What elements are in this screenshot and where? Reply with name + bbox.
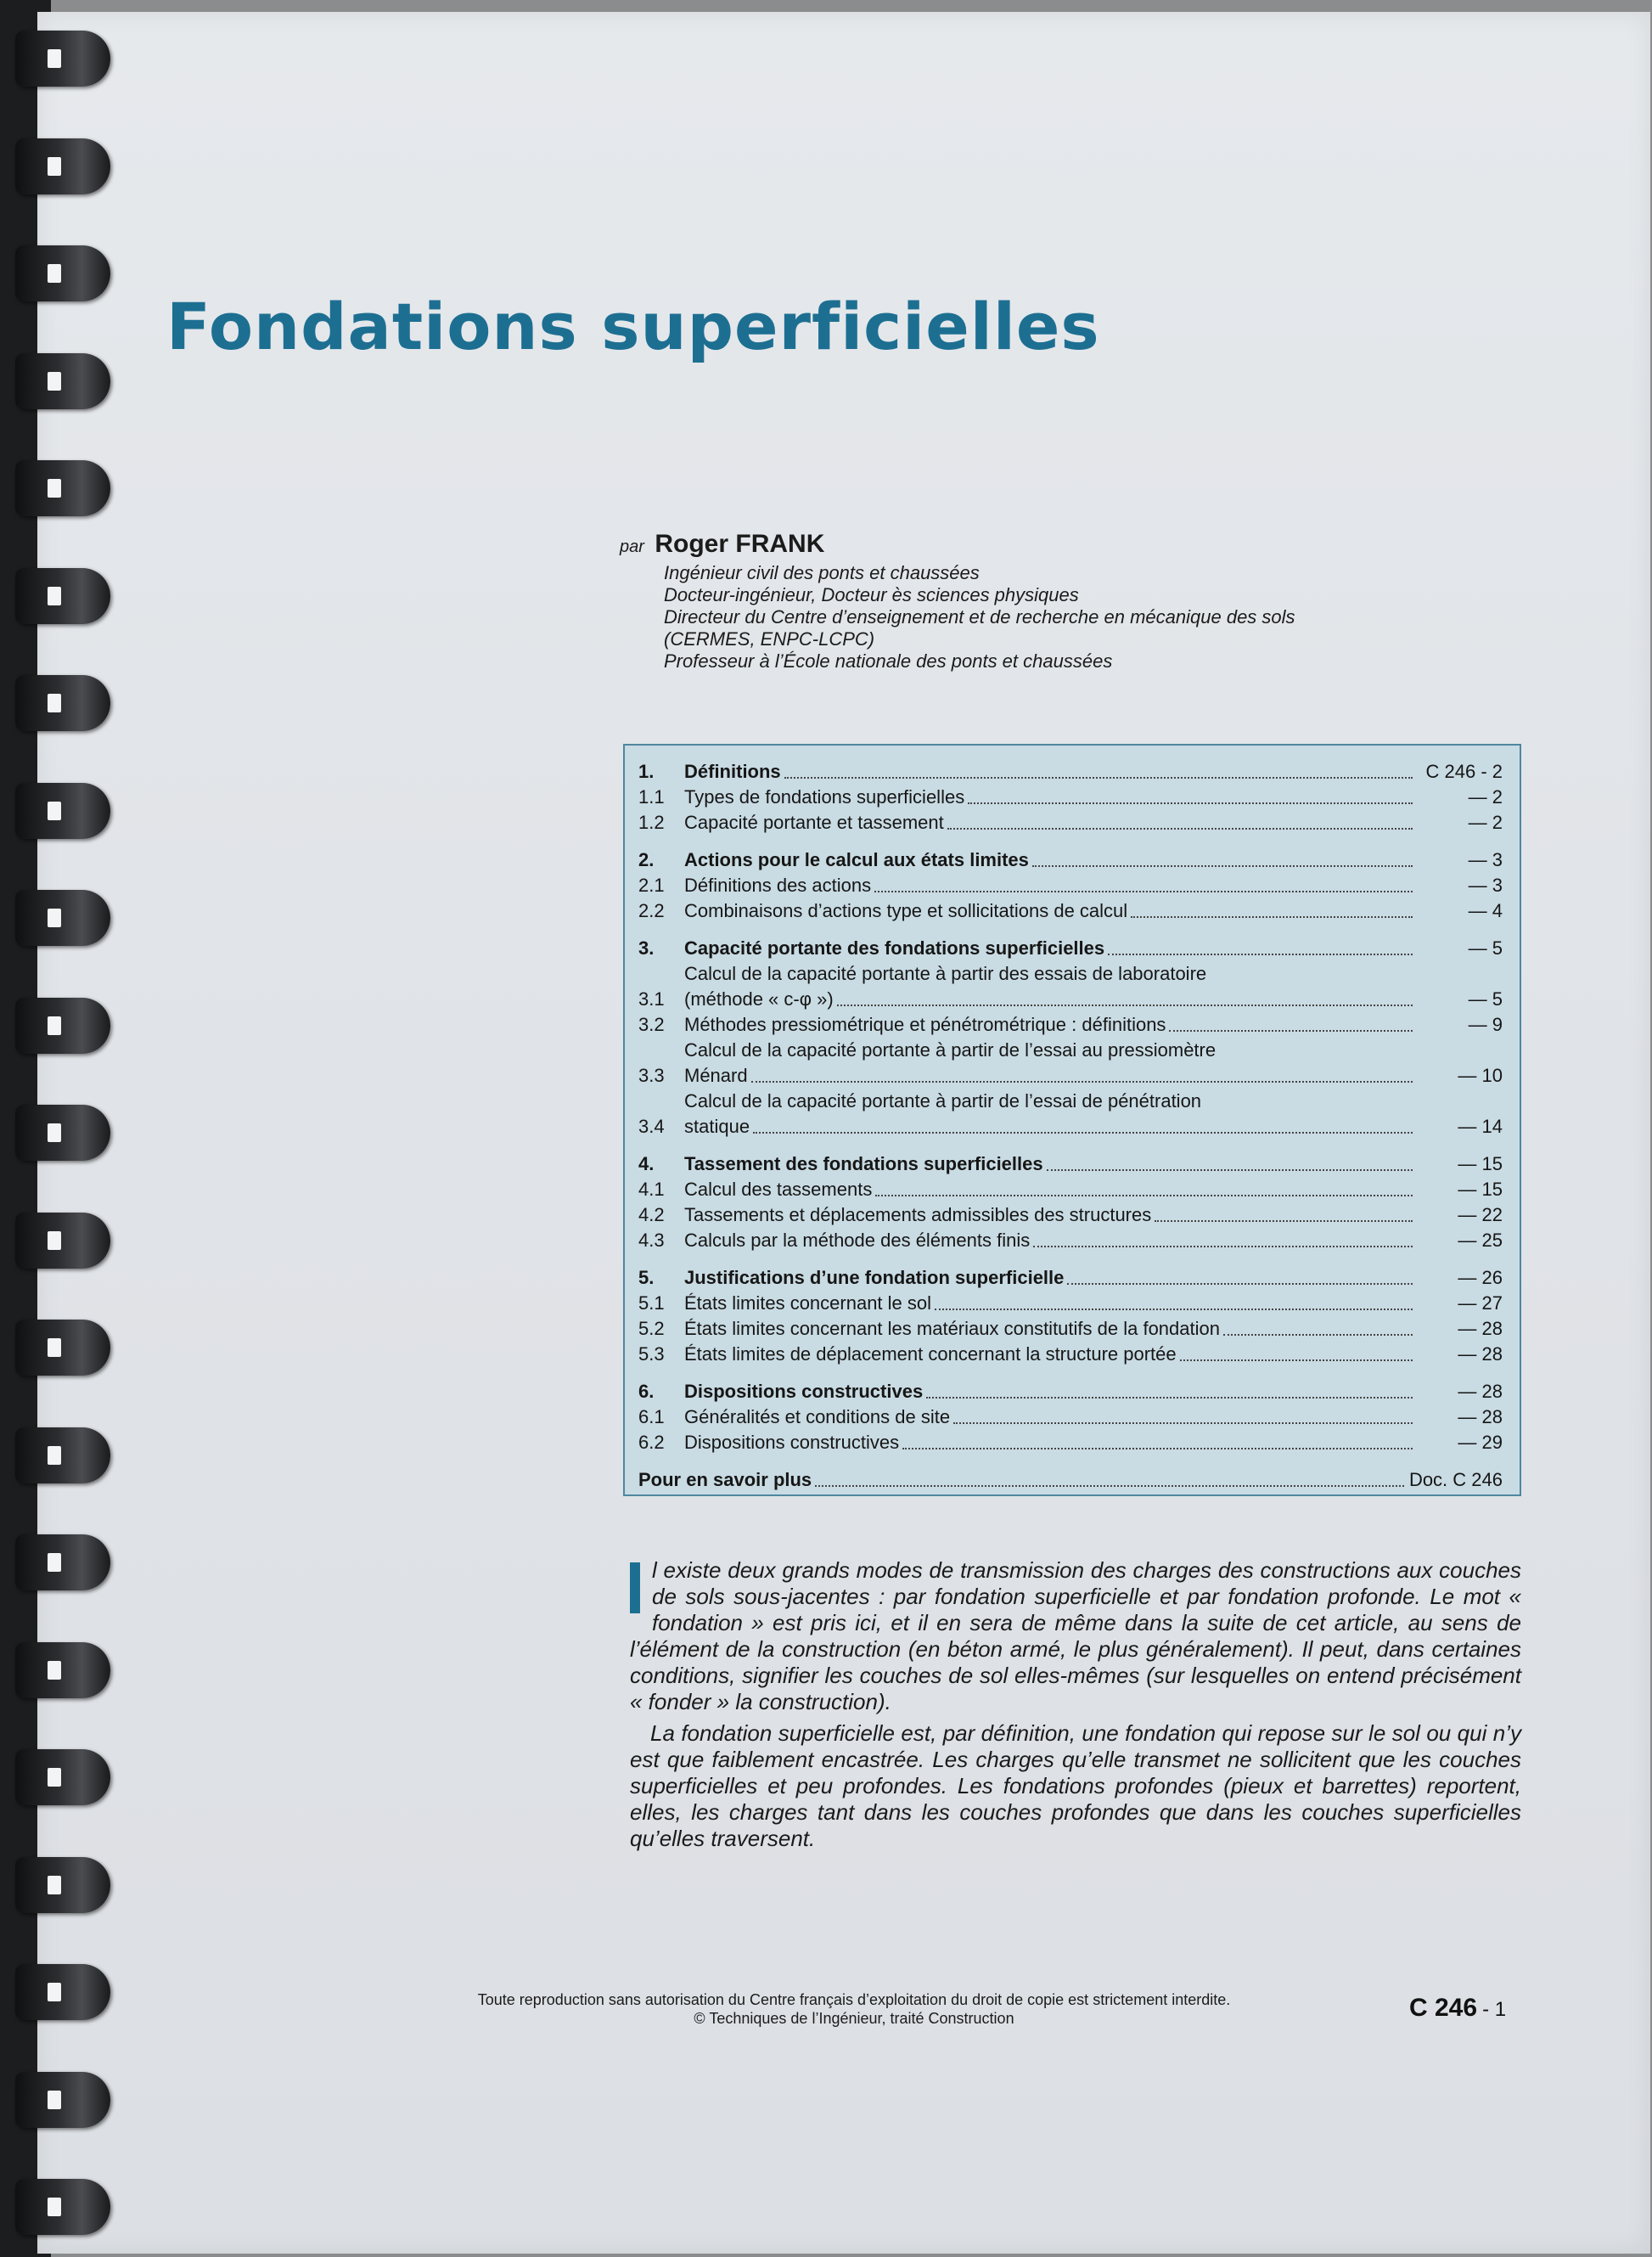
binding-ring (15, 890, 110, 946)
toc-number: 5. (638, 1267, 655, 1288)
toc-heading-row[interactable] (638, 936, 1503, 961)
toc-number: 6.2 (638, 1432, 665, 1453)
toc-number: 6.1 (638, 1406, 665, 1427)
binding-ring (15, 1105, 110, 1161)
toc-entry-row[interactable] (638, 1404, 1503, 1430)
toc-final-label: Pour en savoir plus (638, 1469, 812, 1490)
toc-heading-row[interactable] (638, 1265, 1503, 1291)
toc-label: Calculs par la méthode des éléments finis (684, 1230, 1031, 1251)
binding-ring (15, 1857, 110, 1913)
toc-label: Dispositions constructives (684, 1381, 924, 1402)
toc-number: 2.1 (638, 875, 665, 896)
toc-number: 4.1 (638, 1179, 665, 1200)
toc-section (638, 1151, 1503, 1253)
toc-leader-dots (1155, 1220, 1413, 1222)
toc-further-reading[interactable] (638, 1467, 1503, 1493)
toc-section (638, 847, 1503, 924)
intro-paragraph-1 (630, 1557, 1521, 1715)
toc-number: 4. (638, 1153, 655, 1174)
author-block (620, 530, 1554, 673)
footer-line-2: © Techniques de l’Ingénieur, traité Construction (694, 2010, 1014, 2027)
toc-page-ref: C 246 - 2 (1425, 761, 1503, 782)
toc-leader-dots (1047, 1169, 1413, 1171)
table-of-contents (623, 744, 1521, 1496)
binding-ring (15, 1320, 110, 1376)
toc-entry-row[interactable] (638, 1228, 1503, 1253)
binding-hole (48, 1661, 61, 1680)
toc-label: Actions pour le calcul aux états limites (684, 849, 1029, 870)
toc-heading-row[interactable] (638, 759, 1503, 785)
toc-entry-row[interactable] (638, 1342, 1503, 1367)
toc-label: Types de fondations superficielles (684, 786, 965, 808)
footer-line-1: Toute reproduction sans autorisation du Centre français d’exploitation du droit de copie est strictement interdite. (477, 1991, 1231, 2008)
binding-hole (48, 1446, 61, 1465)
toc-page-ref: — 3 (1468, 849, 1503, 870)
toc-label: Tassements et déplacements admissibles des structures (684, 1204, 1152, 1225)
binding-hole (48, 479, 61, 498)
binding-ring (15, 138, 110, 194)
binding-ring (15, 783, 110, 839)
toc-entry-row[interactable] (638, 961, 1503, 1012)
toc-number: 2. (638, 849, 655, 870)
toc-page-ref: — 15 (1458, 1179, 1503, 1200)
toc-leader-dots (953, 1422, 1413, 1424)
toc-leader-dots (1108, 954, 1413, 955)
toc-number: 2.2 (638, 900, 665, 921)
toc-label: Capacité portante des fondations superficielles (684, 937, 1105, 959)
toc-leader-dots (1169, 1030, 1413, 1032)
toc-page-ref: — 28 (1458, 1381, 1503, 1402)
toc-page-ref: — 15 (1458, 1153, 1503, 1174)
toc-label: Méthodes pressiométrique et pénétrométrique : définitions (684, 1014, 1166, 1035)
toc-entry-row[interactable] (638, 873, 1503, 898)
binding-ring (15, 998, 110, 1054)
toc-heading-row[interactable] (638, 847, 1503, 873)
toc-label: Tassement des fondations superficielles (684, 1153, 1043, 1174)
author-by: par (620, 538, 644, 556)
toc-label: Capacité portante et tassement (684, 812, 944, 833)
toc-final-page: Doc. C 246 (1408, 1469, 1503, 1490)
binding-hole (48, 157, 61, 176)
toc-page-ref: — 5 (1468, 937, 1503, 959)
toc-leader-dots (1180, 1359, 1413, 1361)
binding-ring (15, 1642, 110, 1698)
toc-leader-dots (837, 1005, 1413, 1006)
toc-label: États limites concernant les matériaux constitutifs de la fondation (684, 1318, 1220, 1339)
toc-page-ref: — 5 (1468, 988, 1503, 1010)
toc-number: 6. (638, 1381, 655, 1402)
toc-number: 3.2 (638, 1014, 665, 1035)
toc-page-ref: — 28 (1458, 1406, 1503, 1427)
page-sub: - 1 (1482, 1998, 1507, 2021)
toc-leader-dots (947, 828, 1413, 830)
toc-page-ref: — 26 (1458, 1267, 1503, 1288)
toc-entry-row[interactable] (638, 785, 1503, 810)
toc-number: 1.2 (638, 812, 665, 833)
toc-leader-dots (1032, 865, 1413, 867)
binding-hole (48, 802, 61, 820)
toc-section (638, 1265, 1503, 1367)
toc-label-continuation: statique (684, 1116, 750, 1137)
toc-leader-dots (753, 1132, 1413, 1134)
binding-hole (48, 909, 61, 927)
toc-leader-dots (1223, 1334, 1413, 1336)
page-code: C 246 (1409, 1994, 1478, 2022)
toc-label: Calcul de la capacité portante à partir de l’essai au pressiomètre (684, 1039, 1217, 1061)
binding-hole (48, 1983, 61, 2001)
document-title: Fondations superficielles (166, 289, 1100, 364)
toc-leader-dots (874, 891, 1413, 892)
binding-hole (48, 2091, 61, 2109)
toc-groups (638, 759, 1503, 1455)
binding-ring (15, 2179, 110, 2235)
author-credential-line: (CERMES, ENPC-LCPC) (664, 628, 875, 650)
toc-label: Calcul des tassements (684, 1179, 873, 1200)
toc-label: Justifications d’une fondation superficielle (684, 1267, 1065, 1288)
toc-number: 3.3 (638, 1065, 665, 1086)
introduction (630, 1557, 1521, 1857)
toc-page-ref: — 14 (1458, 1116, 1503, 1137)
toc-label: Définitions (684, 761, 781, 782)
toc-page-ref: — 9 (1468, 1014, 1503, 1035)
toc-label: Généralités et conditions de site (684, 1406, 951, 1427)
toc-label: Combinaisons d’actions type et sollicitations de calcul (684, 900, 1128, 921)
toc-entry-row[interactable] (638, 1291, 1503, 1316)
toc-number: 5.1 (638, 1292, 665, 1314)
intro-paragraph-2: La fondation superficielle est, par définition, une fondation qui repose sur le sol ou qui n’y est que faiblement encastrée. Les charges qu’elle transmet ne sollicitent que les couches superficielles et peu profondes. Les fondations profondes (pieux et barrettes) reportent, elles, les charges tant dans les couches profondes que dans les couches superficielles qu’elles traversent. (630, 1720, 1521, 1851)
toc-leader-dots (935, 1309, 1413, 1310)
binding-ring (15, 675, 110, 731)
binding-ring (15, 31, 110, 87)
binding-ring (15, 568, 110, 624)
toc-number: 1. (638, 761, 655, 782)
toc-number: 4.2 (638, 1204, 665, 1225)
drop-cap-i (630, 1562, 640, 1613)
toc-number: 4.3 (638, 1230, 665, 1251)
binding-ring (15, 1534, 110, 1590)
author-credentials (664, 562, 1554, 673)
toc-page-ref: — 22 (1458, 1204, 1503, 1225)
binding-hole (48, 49, 61, 68)
toc-entry-row[interactable] (638, 1202, 1503, 1228)
toc-heading-row[interactable] (638, 1379, 1503, 1404)
toc-page-ref: — 10 (1458, 1065, 1503, 1086)
toc-label: Calcul de la capacité portante à partir de l’essai de pénétration (684, 1090, 1202, 1112)
toc-leader-dots (875, 1195, 1413, 1196)
toc-leader-dots (1131, 916, 1413, 918)
toc-label: États limites de déplacement concernant la structure portée (684, 1343, 1177, 1365)
binding-ring (15, 1964, 110, 2020)
binding-hole (48, 372, 61, 391)
toc-label: Définitions des actions (684, 875, 872, 896)
toc-page-ref: — 27 (1458, 1292, 1503, 1314)
binding-hole (48, 1016, 61, 1035)
binding-hole (48, 1768, 61, 1787)
binding-hole (48, 1123, 61, 1142)
toc-label: Dispositions constructives (684, 1432, 900, 1453)
binding-hole (48, 1553, 61, 1572)
author-credential-line: Docteur-ingénieur, Docteur ès sciences physiques (664, 584, 1079, 605)
toc-leader-dots (968, 802, 1413, 804)
toc-entry-row[interactable] (638, 1012, 1503, 1038)
toc-section (638, 759, 1503, 836)
binding-ring (15, 245, 110, 301)
author-credential-line: Professeur à l’École nationale des ponts et chaussées (664, 650, 1113, 672)
toc-page-ref: — 2 (1468, 812, 1503, 833)
toc-entry-row[interactable] (638, 1316, 1503, 1342)
toc-page-ref: — 4 (1468, 900, 1503, 921)
author-credential-line: Ingénieur civil des ponts et chaussées (664, 562, 980, 583)
toc-number: 5.3 (638, 1343, 665, 1365)
toc-entry-row[interactable] (638, 1089, 1503, 1140)
toc-page-ref: — 28 (1458, 1343, 1503, 1365)
copyright-footer (379, 1990, 1329, 2028)
toc-entry-row[interactable] (638, 1038, 1503, 1089)
binding-ring (15, 1427, 110, 1483)
toc-leader-dots (926, 1397, 1413, 1399)
toc-page-ref: — 28 (1458, 1318, 1503, 1339)
author-credential-line: Directeur du Centre d’enseignement et de recherche en mécanique des sols (664, 606, 1295, 628)
binding-hole (48, 694, 61, 712)
binding-hole (48, 1338, 61, 1357)
binding-hole (48, 264, 61, 283)
toc-entry-row[interactable] (638, 1177, 1503, 1202)
toc-number: 1.1 (638, 786, 665, 808)
toc-page-ref: — 2 (1468, 786, 1503, 808)
binding-hole (48, 2198, 61, 2216)
toc-section (638, 1379, 1503, 1455)
author-name: Roger FRANK (655, 530, 825, 558)
toc-entry-row[interactable] (638, 898, 1503, 924)
binding-ring (15, 1213, 110, 1269)
page-number (1409, 1994, 1506, 2023)
toc-label-continuation: (méthode « c-φ ») (684, 988, 834, 1010)
binding-hole (48, 1231, 61, 1250)
binding-ring (15, 2072, 110, 2128)
toc-leader-dots (784, 777, 1413, 779)
toc-page-ref: — 25 (1458, 1230, 1503, 1251)
toc-number: 5.2 (638, 1318, 665, 1339)
intro-paragraph-1-text: l existe deux grands modes de transmission des charges des constructions aux couches de sols sous-jacentes : par fondation superficielle et par fondation profonde. Le mot « fondation » est pris ici, et il en sera de même dans la suite de cet article, au sens de l’élément de la construction (en béton armé, le plus généralement). Il peut, dans certaines conditions, signifier les couches de sol elles-mêmes (sur lesquelles on entend précisément « fonder » la construction). (630, 1557, 1521, 1714)
toc-page-ref: — 29 (1458, 1432, 1503, 1453)
toc-leader-dots (1033, 1246, 1413, 1247)
toc-label-continuation: Ménard (684, 1065, 748, 1086)
toc-number: 3. (638, 937, 655, 959)
binding-ring (15, 460, 110, 516)
toc-number: 3.4 (638, 1116, 665, 1137)
binding-ring (15, 353, 110, 409)
toc-leader-dots (815, 1485, 1404, 1487)
toc-leader-dots (1067, 1283, 1413, 1285)
binding-hole (48, 587, 61, 605)
toc-heading-row[interactable] (638, 1151, 1503, 1177)
binding-ring (15, 1749, 110, 1805)
toc-entry-row[interactable] (638, 810, 1503, 836)
toc-leader-dots (902, 1448, 1413, 1449)
toc-number: 3.1 (638, 988, 665, 1010)
toc-section (638, 936, 1503, 1140)
binding-hole (48, 1876, 61, 1894)
toc-entry-row[interactable] (638, 1430, 1503, 1455)
toc-label: Calcul de la capacité portante à partir des essais de laboratoire (684, 963, 1207, 984)
toc-page-ref: — 3 (1468, 875, 1503, 896)
toc-label: États limites concernant le sol (684, 1292, 932, 1314)
toc-leader-dots (751, 1081, 1413, 1083)
